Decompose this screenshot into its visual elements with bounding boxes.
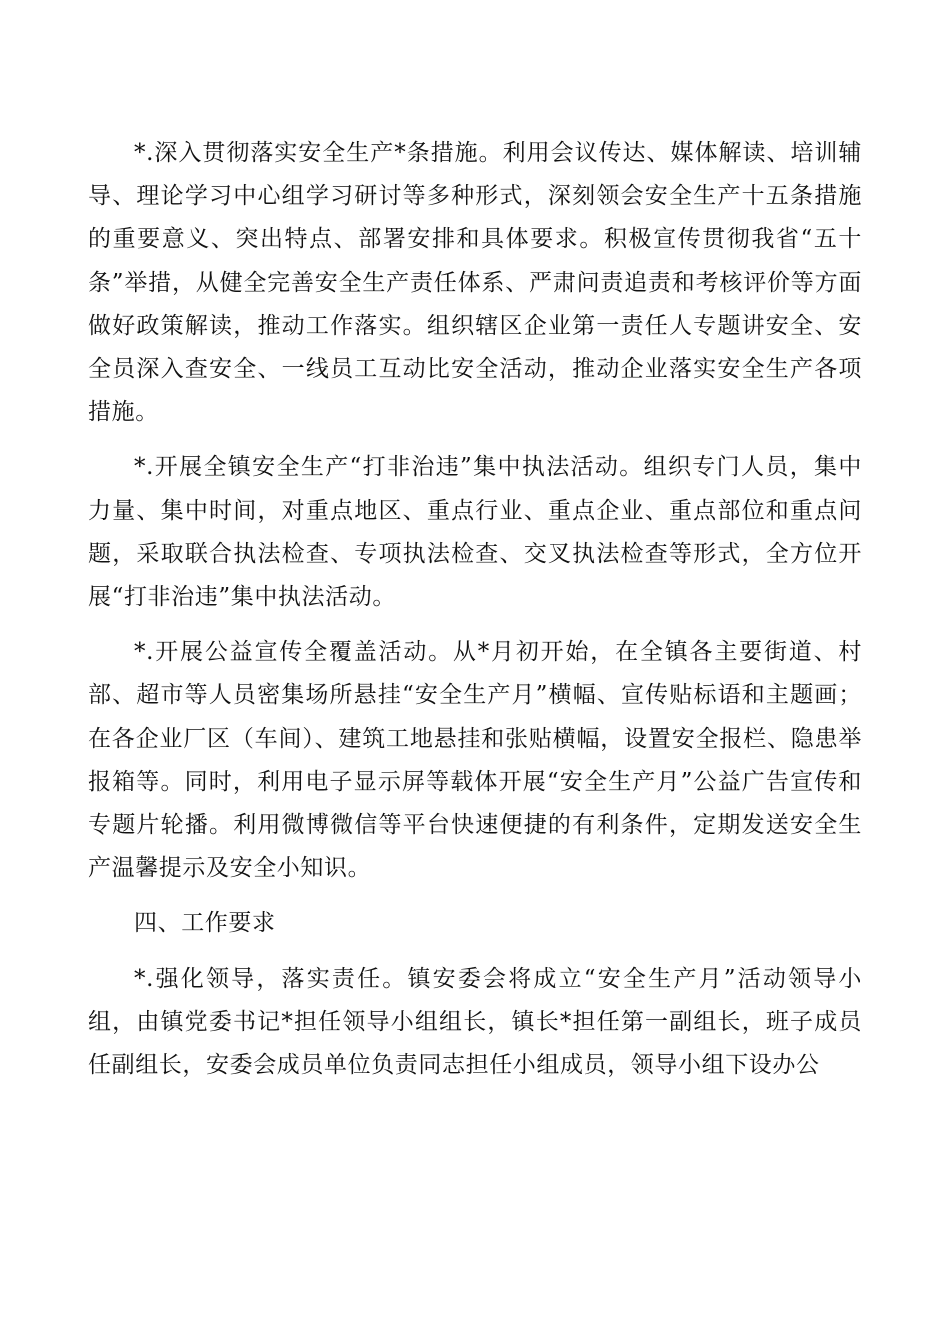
section-heading-work-requirements: 四、工作要求: [134, 910, 276, 937]
document-body: [88, 132, 862, 1099]
paragraph-leadership: *.强化领导，落实责任。镇安委会将成立“安全生产月”活动领导小组，由镇党委书记*担任领导小组组长，镇长*担任第一副组长，班子成员任副组长，安委会成员单位负责同志担任小组成员，领导小组下设办公: [88, 965, 862, 1079]
paragraph-measures: *.深入贯彻落实安全生产*条措施。利用会议传达、媒体解读、培训辅导、理论学习中心组学习研讨等多种形式，深刻领会安全生产十五条措施的重要意义、突出特点、部署安排和具体要求。积极宣传贯彻我省“五十条”举措，从健全完善安全生产责任体系、严肃问责追责和考核评价等方面做好政策解读，推动工作落实。组织辖区企业第一责任人专题讲安全、安全员深入查安全、一线员工互动比安全活动，推动企业落实安全生产各项措施。: [88, 140, 862, 426]
paragraph-publicity: *.开展公益宣传全覆盖活动。从*月初开始，在全镇各主要街道、村部、超市等人员密集场所悬挂“安全生产月”横幅、宣传贴标语和主题画；在各企业厂区（车间）、建筑工地悬挂和张贴横幅，设置安全报栏、隐患举报箱等。同时，利用电子显示屏等载体开展“安全生产月”公益广告宣传和专题片轮播。利用微博微信等平台快速便捷的有利条件，定期发送安全生产温馨提示及安全小知识。: [88, 639, 862, 882]
paragraph-enforcement: *.开展全镇安全生产“打非治违”集中执法活动。组织专门人员，集中力量、集中时间，对重点地区、重点行业、重点企业、重点部位和重点问题，采取联合执法检查、专项执法检查、交叉执法检查等形式，全方位开展“打非治违”集中执法活动。: [88, 454, 862, 611]
